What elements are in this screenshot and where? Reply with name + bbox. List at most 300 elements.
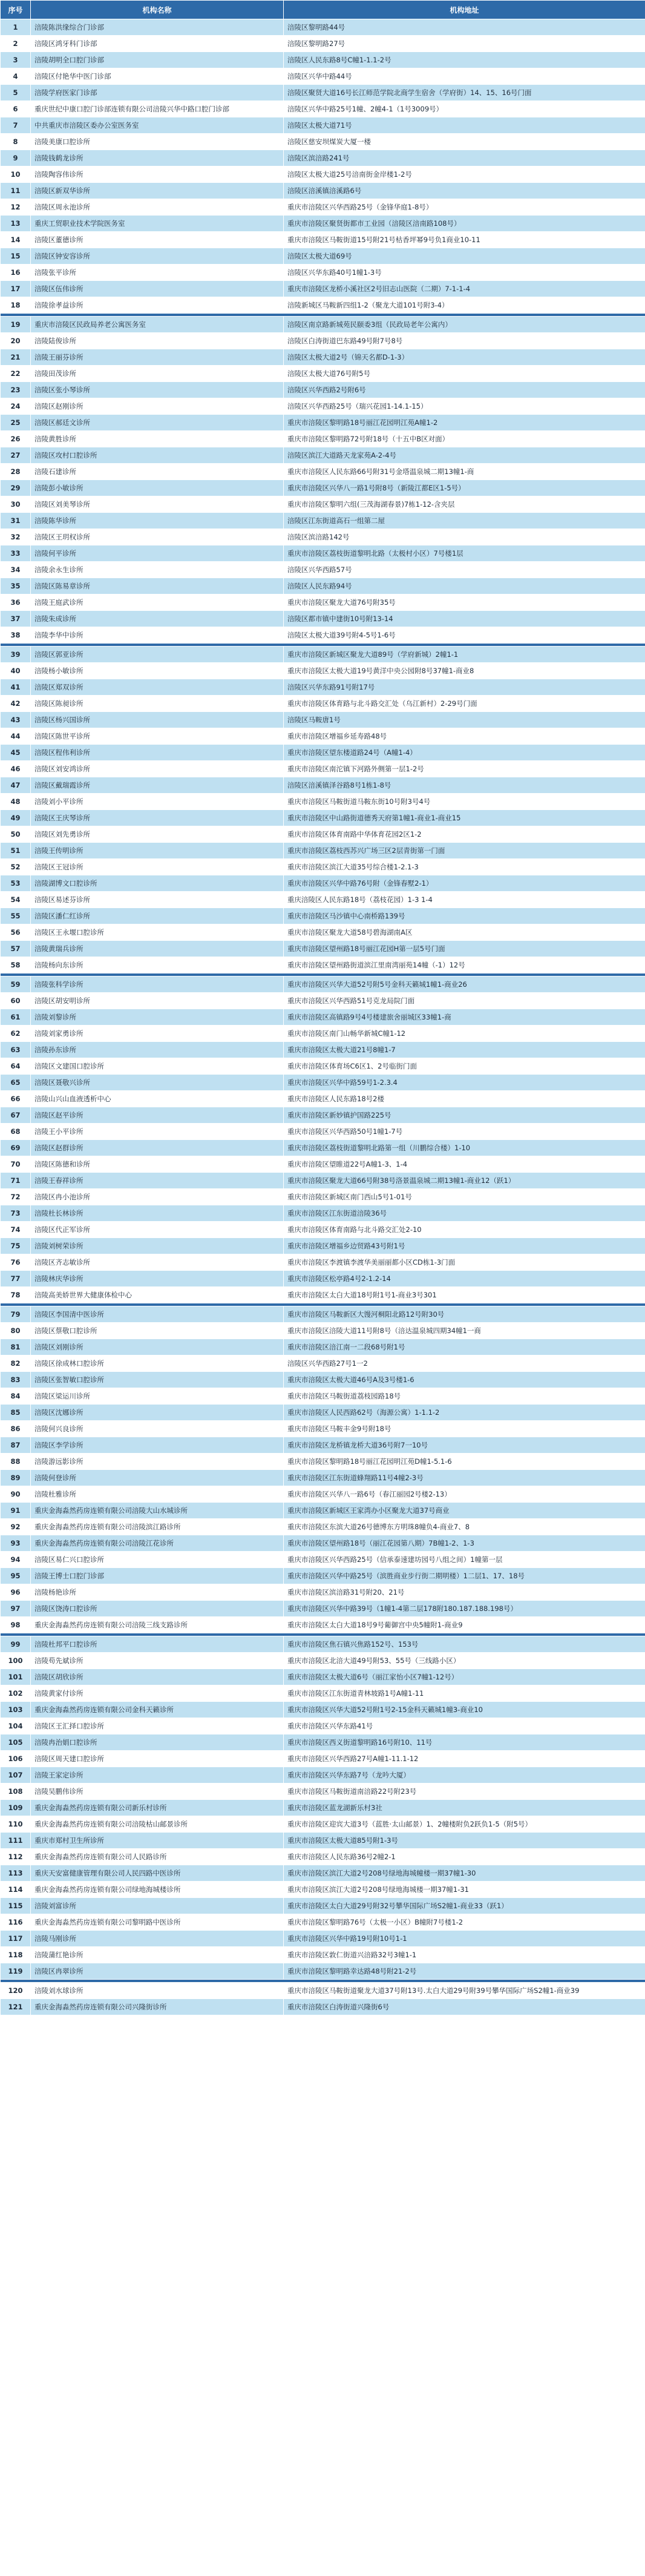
institution-name: 涪陵游远影诊所 — [31, 1454, 284, 1470]
institution-name: 涪陵刘树荣诊所 — [31, 1238, 284, 1254]
row-index: 43 — [1, 712, 31, 728]
row-index: 120 — [1, 1983, 31, 1999]
institution-address: 涪陵区兴华中路44号 — [284, 68, 645, 85]
institution-name: 重庆金海淼然药房连锁有限公司涪陵滨江路诊所 — [31, 1519, 284, 1535]
row-index: 87 — [1, 1437, 31, 1454]
institution-address: 涪陵区涪溪镇泽谷路8号1栋1-8号 — [284, 777, 645, 794]
institution-address: 涪陵区滨涪路142号 — [284, 529, 645, 545]
institution-name: 涪陵王家定诊所 — [31, 1767, 284, 1784]
table-row — [1, 1898, 645, 1914]
row-index: 108 — [1, 1784, 31, 1800]
table-row — [1, 777, 645, 794]
institution-name: 涪陵区沈娜诊所 — [31, 1405, 284, 1421]
institution-address: 重庆市涪陵区兴华大道52号附5号金科天籁城1幢1-商业26 — [284, 977, 645, 993]
institution-name: 涪陵杜长林诊所 — [31, 1205, 284, 1222]
row-index: 33 — [1, 545, 31, 562]
institution-name: 涪陵冉治娟口腔诊所 — [31, 1734, 284, 1751]
institution-name: 涪陵李华中诊所 — [31, 627, 284, 644]
row-index: 61 — [1, 1009, 31, 1026]
table-row — [1, 728, 645, 745]
institution-address: 重庆市涪陵区荔枝街道黎明北路第一组（川鹏综合楼）1-10 — [284, 1140, 645, 1156]
institution-name: 涪陵区钟安容诊所 — [31, 248, 284, 265]
institution-name: 涪陵区陈德和诊所 — [31, 1156, 284, 1173]
row-index: 47 — [1, 777, 31, 794]
row-index: 75 — [1, 1238, 31, 1254]
table-row — [1, 464, 645, 480]
institution-address: 重庆市涪陵区新妙镇护国路225号 — [284, 1107, 645, 1124]
table-row — [1, 595, 645, 611]
table-row — [1, 1849, 645, 1865]
institution-address: 重庆市涪陵区蓝龙湖新乐村3社 — [284, 1800, 645, 1816]
table-row — [1, 1535, 645, 1552]
institution-name: 涪陵王春祥诊所 — [31, 1173, 284, 1189]
table-row — [1, 957, 645, 973]
table-row — [1, 166, 645, 183]
institution-name: 涪陵区张智敏口腔诊所 — [31, 1372, 284, 1388]
institution-address: 重庆市涪陵区南门山畅华新城C幢1-12 — [284, 1026, 645, 1042]
institution-address: 重庆市涪陵区滨涪路31号附20、21号 — [284, 1584, 645, 1601]
institution-name: 涪陵王庭武诊所 — [31, 595, 284, 611]
institution-name: 涪陵区聂敬兴诊所 — [31, 1075, 284, 1091]
row-index: 49 — [1, 810, 31, 826]
table-row — [1, 712, 645, 728]
table-row — [1, 36, 645, 52]
institution-name: 涪陵王传明诊所 — [31, 843, 284, 859]
institution-name: 涪陵区潘仁红诊所 — [31, 908, 284, 924]
table-row — [1, 1372, 645, 1388]
table-row — [1, 1947, 645, 1963]
table-row — [1, 1009, 645, 1026]
institution-address: 重庆市涪陵区兴华西路25号（金锋华庭1-8号） — [284, 199, 645, 216]
table-row — [1, 1058, 645, 1075]
row-index: 71 — [1, 1173, 31, 1189]
row-index: 8 — [1, 134, 31, 150]
table-row — [1, 1617, 645, 1633]
row-index: 114 — [1, 1882, 31, 1898]
table-row — [1, 545, 645, 562]
table-row — [1, 1124, 645, 1140]
table-row — [1, 1999, 645, 2015]
institution-address: 重庆市涪陵区马鞍街道马鞍东街10号附3号4号 — [284, 794, 645, 810]
row-index: 115 — [1, 1898, 31, 1914]
table-row — [1, 52, 645, 68]
institution-name: 涪陵张平诊所 — [31, 265, 284, 281]
row-index: 9 — [1, 150, 31, 166]
row-index: 117 — [1, 1931, 31, 1947]
institution-address: 涪陵区黎明路44号 — [284, 19, 645, 36]
row-index: 7 — [1, 117, 31, 134]
institution-name: 涪陵石建诊所 — [31, 464, 284, 480]
institution-name: 涪陵区陈昶诊所 — [31, 696, 284, 712]
row-index: 20 — [1, 333, 31, 349]
row-index: 101 — [1, 1669, 31, 1685]
institution-name: 涪陵区攻村口腔诊所 — [31, 447, 284, 464]
row-index: 1 — [1, 19, 31, 36]
row-index: 78 — [1, 1287, 31, 1303]
row-index: 106 — [1, 1751, 31, 1767]
institution-name: 涪陵杜雅诊所 — [31, 1486, 284, 1503]
institution-name: 重庆市涪陵区民政局养老公寓医务室 — [31, 317, 284, 333]
institution-address: 重庆市涪陵区人民东路66号附31号金塔温泉城二期13幢1-商 — [284, 464, 645, 480]
institution-address: 重庆市涪陵区高镇路9号4号楼建旅舍丽城区33幢1-商 — [284, 1009, 645, 1026]
table-row — [1, 1584, 645, 1601]
institution-address: 重庆市涪陵区李渡镇李渡华美丽丽都小区CD栋1-3门面 — [284, 1254, 645, 1271]
institution-address: 涪陵区兴华西路57号 — [284, 562, 645, 578]
institution-address: 涪陵区人民东路94号 — [284, 578, 645, 595]
institution-address: 涪陵区兴华西路27号1一2 — [284, 1356, 645, 1372]
table-row — [1, 1833, 645, 1849]
institution-name: 涪陵区陈世平诊所 — [31, 728, 284, 745]
table-row — [1, 1437, 645, 1454]
table-row — [1, 1323, 645, 1339]
institution-address: 重庆市涪陵区望东楼道路24号（A幢1-4） — [284, 745, 645, 761]
institution-address: 重庆市涪陵区人民东路36号2幢2-1 — [284, 1849, 645, 1865]
row-index: 86 — [1, 1421, 31, 1437]
table-row — [1, 1503, 645, 1519]
table-row — [1, 232, 645, 248]
row-index: 29 — [1, 480, 31, 496]
institution-name: 涪陵区胡安明诊所 — [31, 993, 284, 1009]
institution-name: 涪陵区鸿牙科门诊部 — [31, 36, 284, 52]
row-index: 36 — [1, 595, 31, 611]
table-row — [1, 859, 645, 875]
institution-name: 涪陵区周永池诊所 — [31, 199, 284, 216]
institution-address: 涪陵区滨涪路241号 — [284, 150, 645, 166]
institution-address: 重庆市涪陵区白涛街道兴隆街6号 — [284, 1999, 645, 2015]
institution-name: 重庆金海淼然药房连锁有限公司人民路诊所 — [31, 1849, 284, 1865]
institution-address: 重庆市涪陵区敦仁街道兴涪路32号3幢1-1 — [284, 1947, 645, 1963]
institution-address: 重庆市涪陵区新城区南门西山5号1-01号 — [284, 1189, 645, 1205]
institution-name: 涪陵区新双华诊所 — [31, 183, 284, 199]
table-row — [1, 431, 645, 447]
institution-address: 重庆市涪陵区龙桥小溪社区2号旧志山医院（二期）7-1-1-4 — [284, 281, 645, 297]
institution-name: 涪陵区杨兴国诊所 — [31, 712, 284, 728]
table-row — [1, 1751, 645, 1767]
institution-name: 涪陵刘富诊所 — [31, 1898, 284, 1914]
row-index: 90 — [1, 1486, 31, 1503]
row-index: 118 — [1, 1947, 31, 1963]
institution-name: 涪陵王丽芬诊所 — [31, 349, 284, 366]
table-row — [1, 578, 645, 595]
table-row — [1, 1075, 645, 1091]
table-body — [1, 19, 645, 2015]
row-index: 57 — [1, 941, 31, 957]
institution-address: 重庆市涪陵区马鞍街道南涪路22号附23号 — [284, 1784, 645, 1800]
row-index: 4 — [1, 68, 31, 85]
table-row — [1, 1205, 645, 1222]
row-index: 53 — [1, 875, 31, 892]
institution-name: 中共重庆市涪陵区委办公室医务室 — [31, 117, 284, 134]
row-index: 35 — [1, 578, 31, 595]
institution-name: 涪陵林庆华诊所 — [31, 1271, 284, 1287]
institution-address: 重庆市涪陵区兴华中路59号1-2.3.4 — [284, 1075, 645, 1091]
row-index: 18 — [1, 297, 31, 314]
institution-address: 重庆市涪陵区马鞍街道15号附21号枯香坪幂9号负1商业10-11 — [284, 232, 645, 248]
institution-address: 重庆市涪陵区人民东路18号2楼 — [284, 1091, 645, 1107]
institution-name: 重庆工贸职业技术学院医务室 — [31, 216, 284, 232]
institution-address: 重庆市涪陵区兴华西路25号（信承泰速建坊园号八组之间）1幢第一层 — [284, 1552, 645, 1568]
table-row — [1, 382, 645, 398]
institution-address: 涪陵区慈安坝煤炭大厦一楼 — [284, 134, 645, 150]
institution-address: 重庆市涪陵区人民西路62号（海源公寓）1-1.1-2 — [284, 1405, 645, 1421]
row-index: 27 — [1, 447, 31, 464]
table-row — [1, 317, 645, 333]
institution-address: 重庆市涪陵区黎明路72号附18号（十五中B区对面） — [284, 431, 645, 447]
row-index: 85 — [1, 1405, 31, 1421]
institution-name: 涪陵刘家勇诊所 — [31, 1026, 284, 1042]
row-index: 113 — [1, 1865, 31, 1882]
institution-address: 重庆市涪陵区望州路18号丽江花园H第一层5号门面 — [284, 941, 645, 957]
institution-name: 涪陵刘小平诊所 — [31, 794, 284, 810]
institution-name: 涪陵区刘刚诊所 — [31, 1339, 284, 1356]
table-row — [1, 366, 645, 382]
row-index: 64 — [1, 1058, 31, 1075]
institution-address: 重庆市涪陵区兴华八一路1号附8号（新陵江都E区1-5号） — [284, 480, 645, 496]
institution-address: 重庆市涪陵区江东街道涪陵36号 — [284, 1205, 645, 1222]
institution-name: 重庆金海淼然药房连锁有限公司涪陵江花诊所 — [31, 1535, 284, 1552]
institution-name: 涪陵区李学诊所 — [31, 1437, 284, 1454]
institution-address: 重庆市涪陵区兴华大道52号附1号2-15金科天籁城1幢3-商业10 — [284, 1702, 645, 1718]
institution-name: 涪陵区王庆琴诊所 — [31, 810, 284, 826]
table-row — [1, 216, 645, 232]
table-row — [1, 1486, 645, 1503]
institution-name: 涪陵学府医家门诊部 — [31, 85, 284, 101]
institution-name: 涪陵黄家付诊所 — [31, 1685, 284, 1702]
row-index: 65 — [1, 1075, 31, 1091]
institution-address: 重庆市涪陵区兴华八一路6号（春江丽园2号楼2-13） — [284, 1486, 645, 1503]
table-row — [1, 1767, 645, 1784]
institution-name: 重庆金海淼然药房连锁有限公司新乐村诊所 — [31, 1800, 284, 1816]
table-row — [1, 1042, 645, 1058]
row-index: 22 — [1, 366, 31, 382]
table-row — [1, 810, 645, 826]
table-row — [1, 611, 645, 627]
institution-address: 重庆市涪陵区江东街道青林坡路1号A幢1-11 — [284, 1685, 645, 1702]
row-index: 2 — [1, 36, 31, 52]
row-index: 30 — [1, 496, 31, 513]
row-index: 74 — [1, 1222, 31, 1238]
institution-address: 重庆市涪陵区马沙镇中心南桥路139号 — [284, 908, 645, 924]
row-index: 91 — [1, 1503, 31, 1519]
institution-address: 重庆市涪陵区北涪大道49号附53、55号（三线路小区） — [284, 1653, 645, 1669]
institution-address: 重庆市涪陵区体育路与北斗路交汇处（乌江新村）2-29号门面 — [284, 696, 645, 712]
institution-name: 涪陵区郭亚诊所 — [31, 647, 284, 663]
institution-address: 重庆市涪陵区聚龙大道58号碧海湖南A区 — [284, 924, 645, 941]
table-row — [1, 19, 645, 36]
institution-name: 重庆金海淼然药房连锁有限公司黎明路中医诊所 — [31, 1914, 284, 1931]
institution-address: 重庆市涪陵区中山路街道德秀天府第1幢1-商业1-商业15 — [284, 810, 645, 826]
institution-address: 重庆市涪陵区龙桥镇龙桥大道36号附7一10号 — [284, 1437, 645, 1454]
institution-name: 涪陵区刘安鸿诊所 — [31, 761, 284, 777]
table-row — [1, 1685, 645, 1702]
institution-name: 涪陵黄胜诊所 — [31, 431, 284, 447]
table-row — [1, 892, 645, 908]
row-index: 6 — [1, 101, 31, 117]
institution-name: 涪陵杨向东诊所 — [31, 957, 284, 973]
table-row — [1, 1405, 645, 1421]
table-row — [1, 761, 645, 777]
table-row — [1, 1091, 645, 1107]
institution-name: 涪陵区付艳华中医门诊部 — [31, 68, 284, 85]
row-index: 83 — [1, 1372, 31, 1388]
row-index: 63 — [1, 1042, 31, 1058]
institution-name: 涪陵区王冠诊所 — [31, 859, 284, 875]
row-index: 25 — [1, 415, 31, 431]
row-index: 72 — [1, 1189, 31, 1205]
row-index: 99 — [1, 1636, 31, 1653]
institution-name: 涪陵区刘先勇诊所 — [31, 826, 284, 843]
row-index: 112 — [1, 1849, 31, 1865]
institution-name: 涪陵区蔡敬口腔诊所 — [31, 1323, 284, 1339]
institution-name: 涪陵区陈易章诊所 — [31, 578, 284, 595]
row-index: 56 — [1, 924, 31, 941]
table-row — [1, 977, 645, 993]
row-index: 16 — [1, 265, 31, 281]
table-row — [1, 1784, 645, 1800]
table-row — [1, 1963, 645, 1980]
institution-name: 涪陵陈洪缘综合门诊部 — [31, 19, 284, 36]
row-index: 67 — [1, 1107, 31, 1124]
table-row — [1, 333, 645, 349]
row-index: 82 — [1, 1356, 31, 1372]
institution-address: 重庆市涪陵区江东街道蜂翔路11号4幢2-3号 — [284, 1470, 645, 1486]
institution-name: 涪陵何兴良诊所 — [31, 1421, 284, 1437]
table-row — [1, 1173, 645, 1189]
table-row — [1, 663, 645, 679]
table-row — [1, 117, 645, 134]
table-row — [1, 447, 645, 464]
institution-address: 重庆市涪陵区兴华西路51号克龙局院门面 — [284, 993, 645, 1009]
institution-address: 涪陵区聚贤大道16号长江师范学院北商学生宿舍（学府街）14、15、16号门面 — [284, 85, 645, 101]
institution-address: 重庆市涪陵区体育场C6区1、2号临街门面 — [284, 1058, 645, 1075]
row-index: 59 — [1, 977, 31, 993]
institution-name: 涪陵区赵刚诊所 — [31, 398, 284, 415]
table-row — [1, 1519, 645, 1535]
row-index: 89 — [1, 1470, 31, 1486]
institution-address: 重庆市涪陵区兴华中路76号附（金锋春墅2-1） — [284, 875, 645, 892]
institution-address: 涪陵区白涛街道巴东路49号附7号8号 — [284, 333, 645, 349]
table-row — [1, 1222, 645, 1238]
institution-name: 涪陵何登诊所 — [31, 1470, 284, 1486]
institution-name: 涪陵区王汇择口腔诊所 — [31, 1718, 284, 1734]
institution-address: 重庆市涪陵区涪江南一二段68号附1号 — [284, 1339, 645, 1356]
table-row — [1, 647, 645, 663]
table-row — [1, 1800, 645, 1816]
institution-name: 涪陵区王玥权诊所 — [31, 529, 284, 545]
row-index: 96 — [1, 1584, 31, 1601]
row-index: 60 — [1, 993, 31, 1009]
institution-address: 重庆市涪陵区滨江大道2号208号绿地海城楼一期37幢1-31 — [284, 1882, 645, 1898]
institution-name: 涪陵田茂诊所 — [31, 366, 284, 382]
table-row — [1, 1470, 645, 1486]
institution-address: 涪陵区太极大道69号 — [284, 248, 645, 265]
row-index: 24 — [1, 398, 31, 415]
table-row — [1, 993, 645, 1009]
institution-address: 涪陵区兴华西路2号附6号 — [284, 382, 645, 398]
institution-name: 涪陵区张小琴诊所 — [31, 382, 284, 398]
institution-address: 涪陵区太极大道39号附4-5号1-6号 — [284, 627, 645, 644]
row-index: 32 — [1, 529, 31, 545]
institution-name: 涪陵蒲红艳诊所 — [31, 1947, 284, 1963]
institution-address: 重庆市涪陵区黎明六组(三茂海湖春景)7栋1-12-含夹层 — [284, 496, 645, 513]
institution-name: 涪陵山兴山血液透析中心 — [31, 1091, 284, 1107]
institution-address: 重庆市涪陵区东滨大道26号德博东方明珠8幢负4-商业7、8 — [284, 1519, 645, 1535]
table-row — [1, 1568, 645, 1584]
row-index: 73 — [1, 1205, 31, 1222]
row-index: 92 — [1, 1519, 31, 1535]
row-index: 121 — [1, 1999, 31, 2015]
institution-address: 涪陵区人民东路8号C幢1-1.1-2号 — [284, 52, 645, 68]
institution-address: 涪陵区涪溪镇涪溪路6号 — [284, 183, 645, 199]
row-index: 10 — [1, 166, 31, 183]
table-row — [1, 1914, 645, 1931]
table-row — [1, 1107, 645, 1124]
table-row — [1, 1454, 645, 1470]
row-index: 100 — [1, 1653, 31, 1669]
institution-name: 涪陵钱鹤龙诊所 — [31, 150, 284, 166]
institution-address: 重庆市涪陵区兴华中路19号附10号1-1 — [284, 1931, 645, 1947]
table-row — [1, 826, 645, 843]
row-index: 12 — [1, 199, 31, 216]
institution-address: 重庆市涪陵区增福乡边贸路43号附1号 — [284, 1238, 645, 1254]
table-row — [1, 134, 645, 150]
institution-address: 重庆市涪陵区滨江大道35号综合楼1-2.1-3 — [284, 859, 645, 875]
row-index: 45 — [1, 745, 31, 761]
row-index: 46 — [1, 761, 31, 777]
table-row — [1, 68, 645, 85]
table-row — [1, 1026, 645, 1042]
table-row — [1, 679, 645, 696]
institution-address: 涪陵区滨江大道路天龙家苑A-2-4号 — [284, 447, 645, 464]
institution-name: 涪陵区冉翠诊所 — [31, 1963, 284, 1980]
row-index: 26 — [1, 431, 31, 447]
institution-address: 重庆市涪陵区太极大道21号8幢1-7 — [284, 1042, 645, 1058]
table-row — [1, 696, 645, 712]
institution-name: 涪陵黄瑞兵诊所 — [31, 941, 284, 957]
institution-address: 重庆市涪陵区聚龙大道76号附35号 — [284, 595, 645, 611]
institution-address: 重庆市涪陵区聚龙大道66号附38号洛景温泉城二期13幢1-商业12（跃1） — [284, 1173, 645, 1189]
row-index: 110 — [1, 1816, 31, 1833]
table-row — [1, 794, 645, 810]
row-index: 21 — [1, 349, 31, 366]
table-row — [1, 1653, 645, 1669]
row-index: 111 — [1, 1833, 31, 1849]
institution-address: 重庆市涪陵区体育南路中华体育花园2区1-2 — [284, 826, 645, 843]
institution-address: 重庆市涪陵区兴华东路7号（龙吟大厦） — [284, 1767, 645, 1784]
table-row — [1, 627, 645, 644]
row-index: 44 — [1, 728, 31, 745]
row-index: 68 — [1, 1124, 31, 1140]
institution-name: 涪陵区易述芬诊所 — [31, 892, 284, 908]
institution-name: 重庆金海淼然药房连锁有限公司涪陵大山水城诊所 — [31, 1503, 284, 1519]
institution-address: 涪陵区太极大道71号 — [284, 117, 645, 134]
table-row — [1, 248, 645, 265]
institution-address: 重庆市涪陵区兴华西路27号A幢1-11.1-12 — [284, 1751, 645, 1767]
row-index: 31 — [1, 513, 31, 529]
table-row — [1, 1882, 645, 1898]
row-index: 66 — [1, 1091, 31, 1107]
row-index: 3 — [1, 52, 31, 68]
institution-name: 涪陵刘黎诊所 — [31, 1009, 284, 1026]
institution-name: 涪陵区文建国口腔诊所 — [31, 1058, 284, 1075]
institution-address: 重庆市涪陵区望州路18号（丽江花园第八期）7B幢1-2、1-3 — [284, 1535, 645, 1552]
institution-address: 重庆市涪陵区马鞍丰金9号附18号 — [284, 1421, 645, 1437]
row-index: 34 — [1, 562, 31, 578]
institution-address: 重庆市涪陵区兴华中路25号（滨胜商业步行街二期明楼）1二层1、17、18号 — [284, 1568, 645, 1584]
row-index: 76 — [1, 1254, 31, 1271]
row-index: 102 — [1, 1685, 31, 1702]
institution-name: 涪陵区刘美琴诊所 — [31, 496, 284, 513]
